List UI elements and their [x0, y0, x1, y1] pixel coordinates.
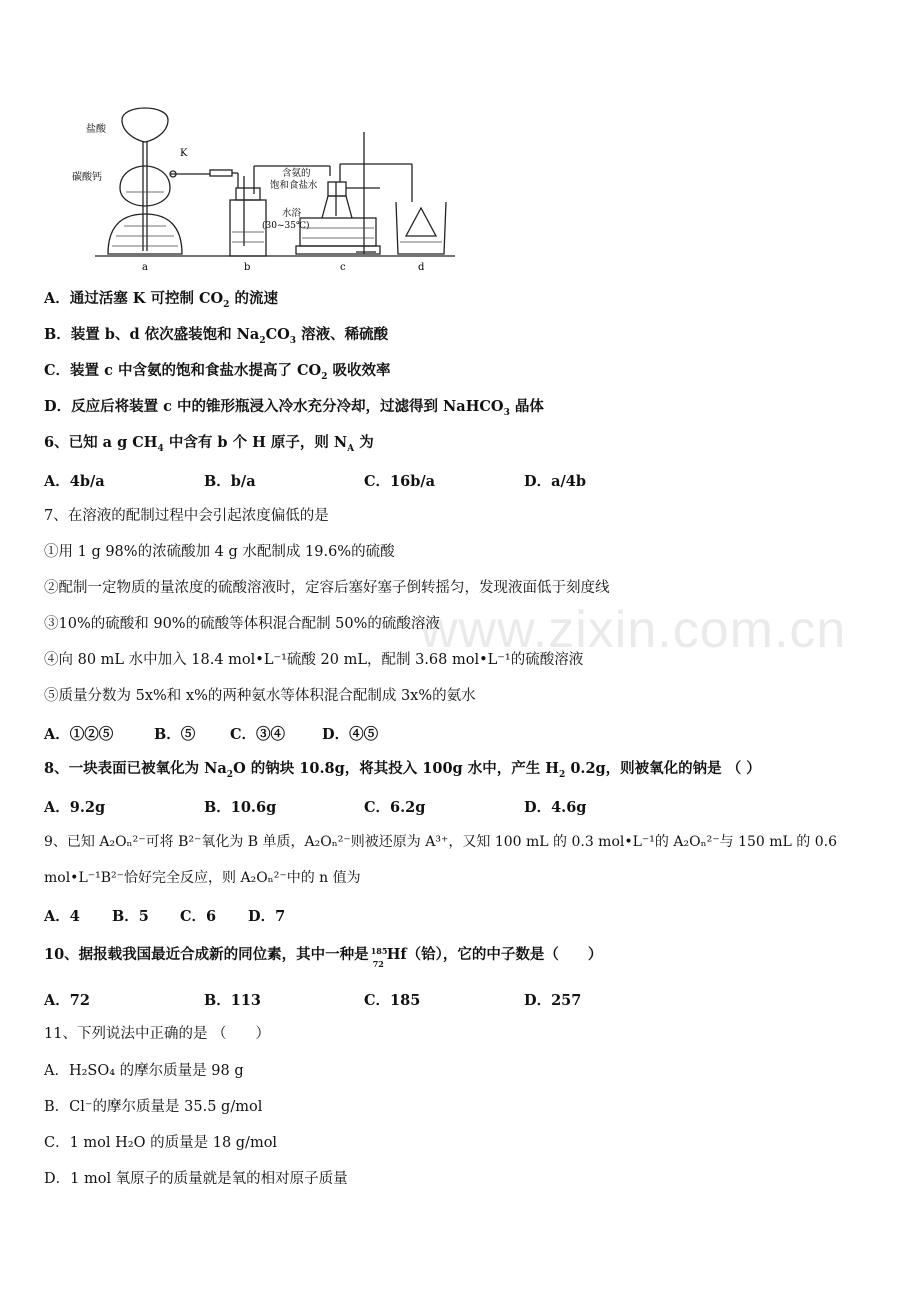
q6-option-b: B．b/a	[204, 473, 256, 490]
q7-option-b: B．⑤	[154, 726, 196, 743]
label-hcl: 盐酸	[86, 124, 106, 135]
q7-item-3: ③10%的硫酸和 90%的硫酸等体积混合配制 50%的硫酸溶液	[44, 616, 440, 632]
q11-option-a: A．H₂SO₄ 的摩尔质量是 98 g	[44, 1063, 244, 1079]
label-c: c	[340, 262, 346, 273]
q5-option-d: D．反应后将装置 c 中的锥形瓶浸入冷水充分冷却，过滤得到 NaHCO$_3$ 晶体	[44, 398, 544, 418]
q9-option-a: A．4	[44, 908, 80, 925]
apparatus-figure	[60, 96, 470, 276]
q10-option-a: A．72	[44, 992, 90, 1009]
q6-option-c: C．16b/a	[364, 473, 436, 490]
q9-option-d: D．7	[248, 908, 286, 925]
q11-option-b: B．Cl⁻的摩尔质量是 35.5 g/mol	[44, 1099, 263, 1115]
q6-stem: 6、已知 a g $CH_4$ 中含有 b 个 H 原子，则 $N_A$ 为	[44, 434, 374, 454]
q11-option-d: D．1 mol 氧原子的质量就是氧的相对原子质量	[44, 1171, 348, 1187]
q7-stem: 7、在溶液的配制过程中会引起浓度偏低的是	[44, 508, 329, 524]
q9-option-c: C．6	[180, 908, 217, 925]
q8-option-a: A．9.2g	[44, 799, 106, 816]
q10-stem: 10、据报载我国最近合成新的同位素，其中一种是 185 72 Hf（铪），它的中子数是（ ）	[44, 946, 603, 969]
q5-option-c: C．装置 c 中含氨的饱和食盐水提高了 $CO_2$ 吸收效率	[44, 362, 391, 382]
q6-option-d: D．a/4b	[524, 473, 586, 490]
isotope-notation: 185 72	[370, 946, 388, 969]
watermark: www.zixin.com.cn	[420, 601, 847, 659]
q8-option-d: D．4.6g	[524, 799, 587, 816]
q10-option-b: B．113	[204, 992, 262, 1009]
label-ammonia-brine-1: 含氨的	[282, 168, 311, 179]
label-ammonia-brine-2: 饱和食盐水	[270, 180, 318, 191]
label-bath-1: 水浴	[282, 208, 302, 219]
q7-option-a: A．①②⑤	[44, 726, 114, 743]
q5-option-a: A．通过活塞 K 可控制 $CO_2$ 的流速	[44, 290, 278, 310]
q8-option-b: B．10.6g	[204, 799, 277, 816]
label-caco3: 碳酸钙	[72, 172, 102, 183]
q7-option-d: D．④⑤	[322, 726, 379, 743]
label-d: d	[418, 262, 425, 273]
q7-item-1: ①用 1 g 98%的浓硫酸加 4 g 水配制成 19.6%的硫酸	[44, 544, 395, 560]
q11-stem: 11、下列说法中正确的是 （ ）	[44, 1026, 271, 1042]
q7-item-2: ②配制一定物质的量浓度的硫酸溶液时，定容后塞好塞子倒转摇匀，发现液面低于刻度线	[44, 580, 610, 596]
q8-option-c: C．6.2g	[364, 799, 426, 816]
label-a: a	[142, 262, 148, 273]
q9-option-b: B．5	[112, 908, 149, 925]
q9-stem-line2: mol•L⁻¹B²⁻恰好完全反应，则 A₂Oₙ²⁻中的 n 值为	[44, 870, 361, 886]
q7-option-c: C．③④	[230, 726, 286, 743]
q7-item-5: ⑤质量分数为 5x%和 x%的两种氨水等体积混合配制成 3x%的氨水	[44, 688, 476, 704]
label-bath-2: (30~35℃)	[262, 221, 310, 231]
q7-item-4: ④向 80 mL 水中加入 18.4 mol•L⁻¹硫酸 20 mL，配制 3.68 mol•L⁻¹的硫酸溶液	[44, 652, 584, 668]
q10-option-d: D．257	[524, 992, 582, 1009]
q8-stem: 8、一块表面已被氧化为 $Na_2O$ 的钠块 10.8g，将其投入 100g 水中，产生 $H_2$ 0.2g，则被氧化的钠是 （ ）	[44, 760, 761, 780]
label-k: K	[180, 148, 188, 159]
q11-option-c: C．1 mol H₂O 的质量是 18 g/mol	[44, 1135, 278, 1151]
q5-option-b: B．装置 b、d 依次盛装饱和 $Na_2CO_3$ 溶液、稀硫酸	[44, 326, 389, 346]
q10-option-c: C．185	[364, 992, 421, 1009]
q6-option-a: A．4b/a	[44, 473, 105, 490]
label-b: b	[244, 262, 251, 273]
q9-stem-line1: 9、已知 A₂Oₙ²⁻可将 B²⁻氧化为 B 单质，A₂Oₙ²⁻则被还原为 A³⁺，又知 100 mL 的 0.3 mol•L⁻¹的 A₂Oₙ²⁻与 150 mL 的 0.6	[44, 834, 837, 850]
